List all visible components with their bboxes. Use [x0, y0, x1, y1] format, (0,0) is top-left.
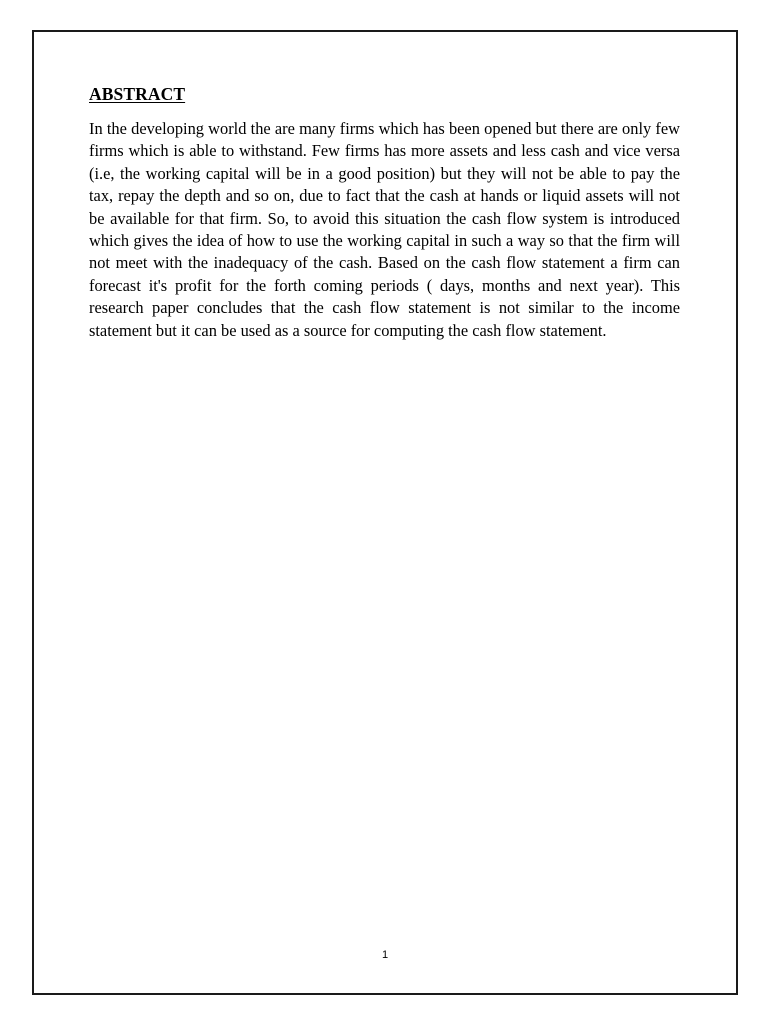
- page-number: 1: [381, 949, 389, 961]
- document-page: [32, 30, 738, 995]
- abstract-paragraph: In the developing world the are many firms which has been opened but there are only few firms which is able to withstand. Few firms has more assets and less cash and vice versa (i.e, the working capital will be in a good position) but they will not be able to pay the tax, repay the depth and so on, due to fact that the cash at hands or liquid assets will not be available for that firm. So, to avoid this situation the cash flow system is introduced which gives the idea of how to use the working capital in such a way so that the firm will not meet with the inadequacy of the cash. Based on the cash flow statement a firm can forecast it's profit for the forth coming periods ( days, months and next year). This research paper concludes that the cash flow statement is not similar to the income statement but it can be used as a source for computing the cash flow statement.: [89, 119, 680, 340]
- section-heading: ABSTRACT: [89, 84, 186, 104]
